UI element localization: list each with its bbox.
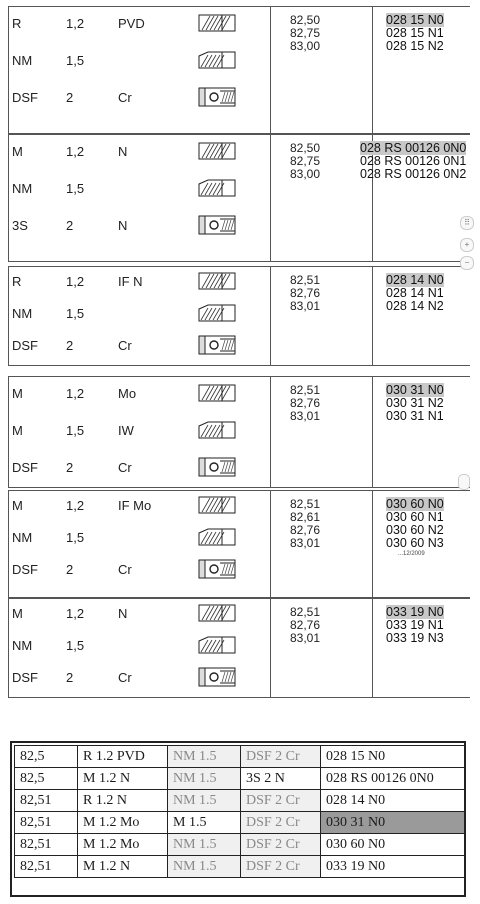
- diameter-value: 82,76: [290, 396, 321, 410]
- part-number-text: 033 19 N3: [386, 631, 444, 645]
- part-number-highlighted: 028 15 N0: [386, 13, 444, 27]
- part-number-text: 030 31 N1: [386, 409, 444, 423]
- summary-row: [15, 856, 465, 878]
- part-number-text: 033 19 N1: [386, 618, 444, 632]
- oil-ring-icon: [198, 334, 238, 356]
- column-divider: [372, 6, 373, 134]
- oil-ring-icon: [198, 666, 238, 688]
- ring-type: NM: [12, 530, 33, 545]
- zoom-out-button[interactable]: −: [460, 256, 474, 270]
- ring-coating: Cr: [118, 562, 132, 577]
- part-number-text: 030 60 N2: [386, 523, 444, 537]
- block-bottom-border: [8, 487, 470, 488]
- summary-diameter: 82,5: [15, 768, 78, 790]
- ring-height: 2: [66, 90, 74, 105]
- compression-ring-icon: [198, 602, 238, 624]
- column-divider: [372, 266, 373, 366]
- part-number-highlighted: 030 31 N0: [386, 383, 444, 397]
- ring-coating: N: [118, 144, 128, 159]
- summary-second-ring: NM 1.5: [168, 790, 241, 812]
- summary-oil-ring: DSF 2 Cr: [241, 812, 321, 834]
- diameter-value: 83,00: [290, 167, 321, 181]
- diameter-value: 82,50: [290, 13, 321, 27]
- part-number: [386, 632, 444, 645]
- part-number: [386, 300, 444, 313]
- summary-row: [15, 834, 465, 856]
- part-number-text: 028 15 N2: [386, 39, 444, 53]
- diameter-value: 82,76: [290, 618, 321, 632]
- oil-ring-icon: [198, 558, 238, 580]
- column-divider: [270, 266, 271, 366]
- oil-ring-icon: [198, 86, 238, 108]
- summary-diameter: 82,51: [15, 790, 78, 812]
- ring-type: M: [12, 498, 23, 513]
- part-number-text: 030 31 N2: [386, 396, 444, 410]
- ring-coating: IF Mo: [118, 498, 152, 513]
- summary-oil-ring: DSF 2 Cr: [241, 834, 321, 856]
- ring-type: NM: [12, 53, 33, 68]
- summary-part-number: 030 60 N0: [321, 834, 465, 856]
- column-divider: [8, 598, 9, 698]
- part-number: [386, 40, 444, 53]
- oil-ring-icon: [198, 214, 238, 236]
- part-number-text: 028 14 N1: [386, 286, 444, 300]
- ring-type: DSF: [12, 90, 38, 105]
- ring-coating: Cr: [118, 338, 132, 353]
- summary-oil-ring: DSF 2 Cr: [241, 790, 321, 812]
- part-number-highlighted: 028 RS 00126 0N0: [360, 141, 467, 155]
- summary-part-number: 028 RS 00126 0N0: [321, 768, 465, 790]
- ring-height: 1,2: [66, 498, 85, 513]
- summary-top-ring: M 1.2 Mo: [78, 812, 168, 834]
- ring-type: NM: [12, 638, 33, 653]
- column-divider: [8, 134, 9, 262]
- catalog-block: [0, 134, 470, 262]
- ring-height: 2: [66, 460, 74, 475]
- scraper-ring-icon: [198, 177, 238, 199]
- diameter-value: 82,61: [290, 510, 321, 524]
- part-number: [360, 168, 466, 181]
- ring-height: 1,2: [66, 144, 85, 159]
- ring-height: 1,5: [66, 181, 85, 196]
- column-divider: [8, 266, 9, 366]
- catalog-block: [0, 266, 470, 366]
- summary-diameter: 82,51: [15, 812, 78, 834]
- catalog-block: [0, 490, 470, 598]
- ring-coating: Cr: [118, 460, 132, 475]
- summary-part-number: 033 19 N0: [321, 856, 465, 878]
- block-bottom-border: [8, 365, 470, 366]
- catalog-block: [0, 6, 470, 134]
- diameter-value: 83,01: [290, 299, 321, 313]
- catalog-block: [0, 376, 470, 488]
- catalog-block: [0, 598, 470, 698]
- ring-height: 1,2: [66, 16, 85, 31]
- diameter-value: 83,01: [290, 409, 321, 423]
- column-divider: [270, 490, 271, 598]
- column-divider: [8, 490, 9, 598]
- part-number-text: 028 14 N2: [386, 299, 444, 313]
- summary-diameter: 82,5: [15, 746, 78, 768]
- summary-oil-ring: DSF 2 Cr: [241, 746, 321, 768]
- ring-height: 1,2: [66, 606, 85, 621]
- summary-row: [15, 746, 465, 768]
- ring-type: M: [12, 386, 23, 401]
- summary-oil-ring: 3S 2 N: [241, 768, 321, 790]
- ring-coating: IF N: [118, 274, 143, 289]
- block-bottom-border: [8, 697, 470, 698]
- diameter-value: 82,75: [290, 26, 321, 40]
- ring-height: 2: [66, 338, 74, 353]
- part-number-text: 030 60 N3: [386, 536, 444, 550]
- part-number-highlighted: 028 14 N0: [386, 273, 444, 287]
- summary-second-ring: NM 1.5: [168, 856, 241, 878]
- block-bottom-border: [8, 261, 470, 262]
- scraper-ring-icon: [198, 419, 238, 441]
- diameter-value: 82,75: [290, 154, 321, 168]
- scraper-ring-icon: [198, 526, 238, 548]
- summary-row: [15, 768, 465, 790]
- compression-ring-icon: [198, 12, 238, 34]
- block-top-border: [8, 490, 470, 491]
- diameter-value: 82,51: [290, 383, 321, 397]
- summary-top-ring: M 1.2 N: [78, 768, 168, 790]
- column-divider: [270, 6, 271, 134]
- scraper-ring-icon: [198, 302, 238, 324]
- part-number-text: 030 60 N1: [386, 510, 444, 524]
- ring-coating: IW: [118, 423, 134, 438]
- column-divider: [372, 376, 373, 488]
- summary-top-ring: R 1.2 N: [78, 790, 168, 812]
- summary-second-ring: NM 1.5: [168, 746, 241, 768]
- ring-height: 1,2: [66, 274, 85, 289]
- diameter-value: 82,76: [290, 286, 321, 300]
- ring-type: NM: [12, 181, 33, 196]
- block-top-border: [8, 598, 470, 599]
- ring-height: 1,5: [66, 530, 85, 545]
- ring-type: DSF: [12, 338, 38, 353]
- ring-height: 1,5: [66, 53, 85, 68]
- column-divider: [270, 134, 271, 262]
- compression-ring-icon: [198, 270, 238, 292]
- column-divider: [372, 490, 373, 598]
- summary-diameter: 82,51: [15, 856, 78, 878]
- date-note: ...12/2009: [398, 551, 425, 557]
- column-divider: [8, 6, 9, 134]
- summary-part-number: 030 31 N0: [321, 812, 465, 834]
- diameter-value: 83,00: [290, 39, 321, 53]
- part-number: [386, 410, 444, 423]
- summary-second-ring: NM 1.5: [168, 768, 241, 790]
- ring-type: M: [12, 144, 23, 159]
- summary-part-number: 028 14 N0: [321, 790, 465, 812]
- diameter-value: 82,76: [290, 523, 321, 537]
- summary-diameter: 82,51: [15, 834, 78, 856]
- compression-ring-icon: [198, 494, 238, 516]
- ring-height: 1,5: [66, 306, 85, 321]
- ring-type: DSF: [12, 670, 38, 685]
- compression-ring-icon: [198, 382, 238, 404]
- compression-ring-icon: [198, 140, 238, 162]
- summary-top-ring: M 1.2 Mo: [78, 834, 168, 856]
- diameter-value: 83,01: [290, 536, 321, 550]
- part-number-text: 028 RS 00126 0N2: [360, 167, 467, 181]
- ring-type: R: [12, 16, 22, 31]
- scraper-ring-icon: [198, 49, 238, 71]
- part-number-text: 028 15 N1: [386, 26, 444, 40]
- ring-height: 1,5: [66, 638, 85, 653]
- block-top-border: [8, 6, 470, 7]
- scroll-handle-icon[interactable]: [458, 474, 470, 490]
- block-top-border: [8, 376, 470, 377]
- summary-oil-ring: DSF 2 Cr: [241, 856, 321, 878]
- column-divider: [8, 376, 9, 488]
- ring-coating: Cr: [118, 90, 132, 105]
- part-number-text: 028 RS 00126 0N1: [360, 154, 467, 168]
- diameter-value: 82,51: [290, 497, 321, 511]
- ring-coating: Mo: [118, 386, 137, 401]
- diameter-value: 82,51: [290, 605, 321, 619]
- ring-coating: Cr: [118, 670, 132, 685]
- summary-second-ring: NM 1.5: [168, 834, 241, 856]
- ring-coating: N: [118, 218, 128, 233]
- summary-top-ring: M 1.2 N: [78, 856, 168, 878]
- diameter-value: 82,50: [290, 141, 321, 155]
- ring-coating: PVD: [118, 16, 145, 31]
- column-divider: [372, 598, 373, 698]
- column-divider: [270, 376, 271, 488]
- ring-type: DSF: [12, 562, 38, 577]
- diameter-value: 82,51: [290, 273, 321, 287]
- diameter-value: 83,01: [290, 631, 321, 645]
- ring-height: 2: [66, 218, 74, 233]
- ring-type: 3S: [12, 218, 28, 233]
- summary-table: [14, 745, 465, 878]
- summary-top-ring: R 1.2 PVD: [78, 746, 168, 768]
- ring-type: NM: [12, 306, 33, 321]
- ring-type: M: [12, 423, 23, 438]
- scraper-ring-icon: [198, 634, 238, 656]
- grip-icon[interactable]: ⠿: [460, 216, 474, 230]
- oil-ring-icon: [198, 456, 238, 478]
- summary-second-ring: M 1.5: [168, 812, 241, 834]
- ring-type: M: [12, 606, 23, 621]
- ring-height: 2: [66, 562, 74, 577]
- part-number-highlighted: 033 19 N0: [386, 605, 444, 619]
- block-top-border: [8, 134, 470, 135]
- summary-row: [15, 790, 465, 812]
- ring-type: DSF: [12, 460, 38, 475]
- summary-row: [15, 812, 465, 834]
- summary-part-number: 028 15 N0: [321, 746, 465, 768]
- part-number: [386, 537, 444, 550]
- column-divider: [270, 598, 271, 698]
- zoom-in-button[interactable]: +: [460, 238, 474, 252]
- ring-height: 2: [66, 670, 74, 685]
- ring-type: R: [12, 274, 22, 289]
- part-number-highlighted: 030 60 N0: [386, 497, 444, 511]
- ring-height: 1,2: [66, 386, 85, 401]
- ring-height: 1,5: [66, 423, 85, 438]
- ring-coating: N: [118, 606, 128, 621]
- block-top-border: [8, 266, 470, 267]
